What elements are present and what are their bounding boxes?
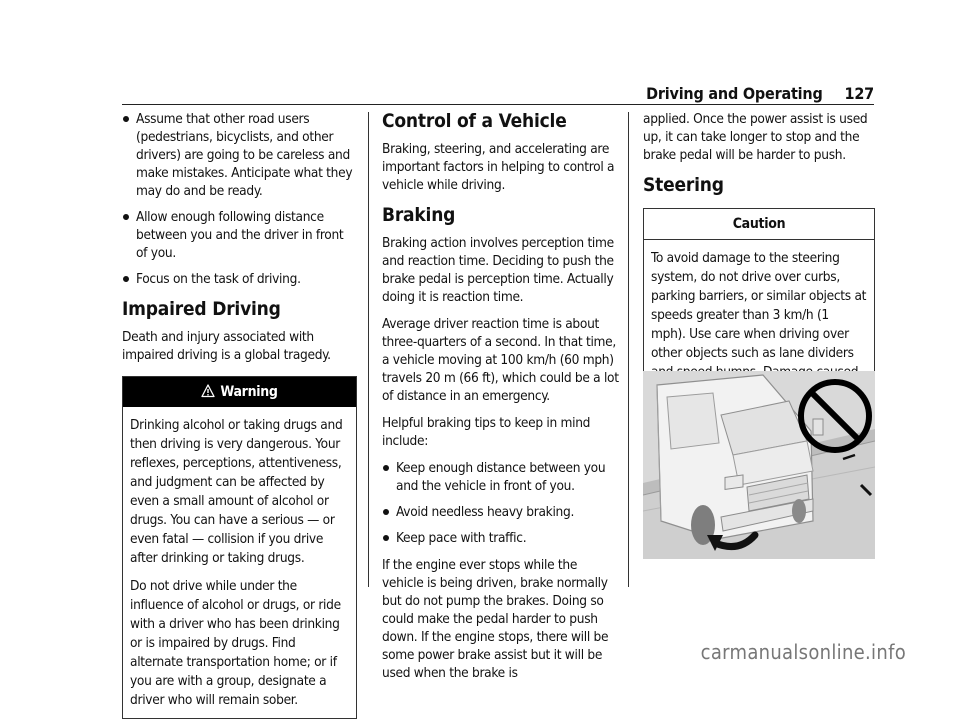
van-curb-svg bbox=[643, 371, 875, 559]
warning-body bbox=[123, 407, 356, 718]
warning-paragraph: Do not drive while under the influence of alcohol or drugs, or ride with a driver who has been drinking or is impaired by drugs. Find alternate transportation home; or if you are with a group, designate a driver who will remain sober. bbox=[130, 578, 341, 708]
list-item: Avoid needless heavy braking. bbox=[382, 503, 620, 521]
list-item: Assume that other road users (pedestrians, bicyclists, and other drivers) are going to be careless and make mistakes. Anticipate what they may do and be ready. bbox=[122, 110, 357, 200]
control-paragraph: Braking, steering, and accelerating are important factors in helping to control a vehicle while driving. bbox=[382, 141, 615, 193]
braking-paragraph: Braking action involves perception time and reaction time. Deciding to push the brake pedal is perception time. Actually doing it is reaction time. bbox=[382, 235, 614, 305]
warning-title: Warning bbox=[220, 384, 278, 400]
caution-title: Caution bbox=[644, 209, 874, 240]
warning-icon bbox=[201, 379, 215, 409]
column-left bbox=[122, 110, 357, 719]
van-curb-illustration bbox=[643, 371, 875, 559]
braking-tips-list bbox=[382, 459, 620, 547]
impaired-driving-heading: Impaired Driving bbox=[122, 298, 281, 320]
caution-paragraph: To avoid damage to the steering system, do not drive over curbs, parking barriers, or similar objects at speeds greater than 3 km/h (1 mph). Use care when driving over other objects such as lane dividers bbox=[651, 250, 867, 361]
section-title: Driving and Operating bbox=[646, 84, 823, 103]
watermark-text: carmanualsonline.info bbox=[700, 640, 906, 664]
list-item: Allow enough following distance between you and the driver in front of you. bbox=[122, 208, 357, 262]
list-item: Keep pace with traffic. bbox=[382, 529, 620, 547]
column-divider-1 bbox=[368, 112, 369, 587]
column-middle bbox=[382, 110, 620, 691]
engine-stop-paragraph: If the engine ever stops while the vehicle is being driven, brake normally but do not pump the brakes. Doing so could make the pedal harder to push down. If the engine stops, there will be some power brake assist but it will be used when the brake is bbox=[382, 557, 609, 681]
list-item: Focus on the task of driving. bbox=[122, 270, 357, 288]
braking-heading: Braking bbox=[382, 204, 456, 226]
column-divider-2 bbox=[628, 112, 629, 587]
impaired-driving-paragraph: Death and injury associated with impaired driving is a global tragedy. bbox=[122, 329, 331, 363]
page-number: 127 bbox=[844, 84, 874, 103]
header-rule bbox=[122, 104, 874, 105]
braking-paragraph: Average driver reaction time is about three-quarters of a second. In that time, a vehicle moving at 100 km/h (60 mph) travels 20 m (66 ft), which could be a lot of distance in an emergency. bbox=[382, 316, 619, 404]
warning-box bbox=[122, 376, 357, 719]
continued-paragraph: applied. Once the power assist is used up, it can take longer to stop and the brake pedal will be harder to push. bbox=[643, 111, 868, 163]
control-of-vehicle-heading: Control of a Vehicle bbox=[382, 110, 567, 132]
page-header bbox=[646, 84, 874, 103]
braking-paragraph: Helpful braking tips to keep in mind include: bbox=[382, 415, 591, 449]
warning-paragraph: Drinking alcohol or taking drugs and then driving is very dangerous. Your reflexes, perceptions, attentiveness, and judgment can be affected by even a small amount of alcohol or drugs. You can have a serious — or even fatal — collision if you drive after drinking or taking drugs. bbox=[130, 417, 343, 566]
safety-bullet-list bbox=[122, 110, 357, 288]
list-item: Keep enough distance between you and the vehicle in front of you. bbox=[382, 459, 620, 495]
steering-heading: Steering bbox=[643, 174, 724, 196]
warning-title-bar bbox=[123, 377, 356, 407]
